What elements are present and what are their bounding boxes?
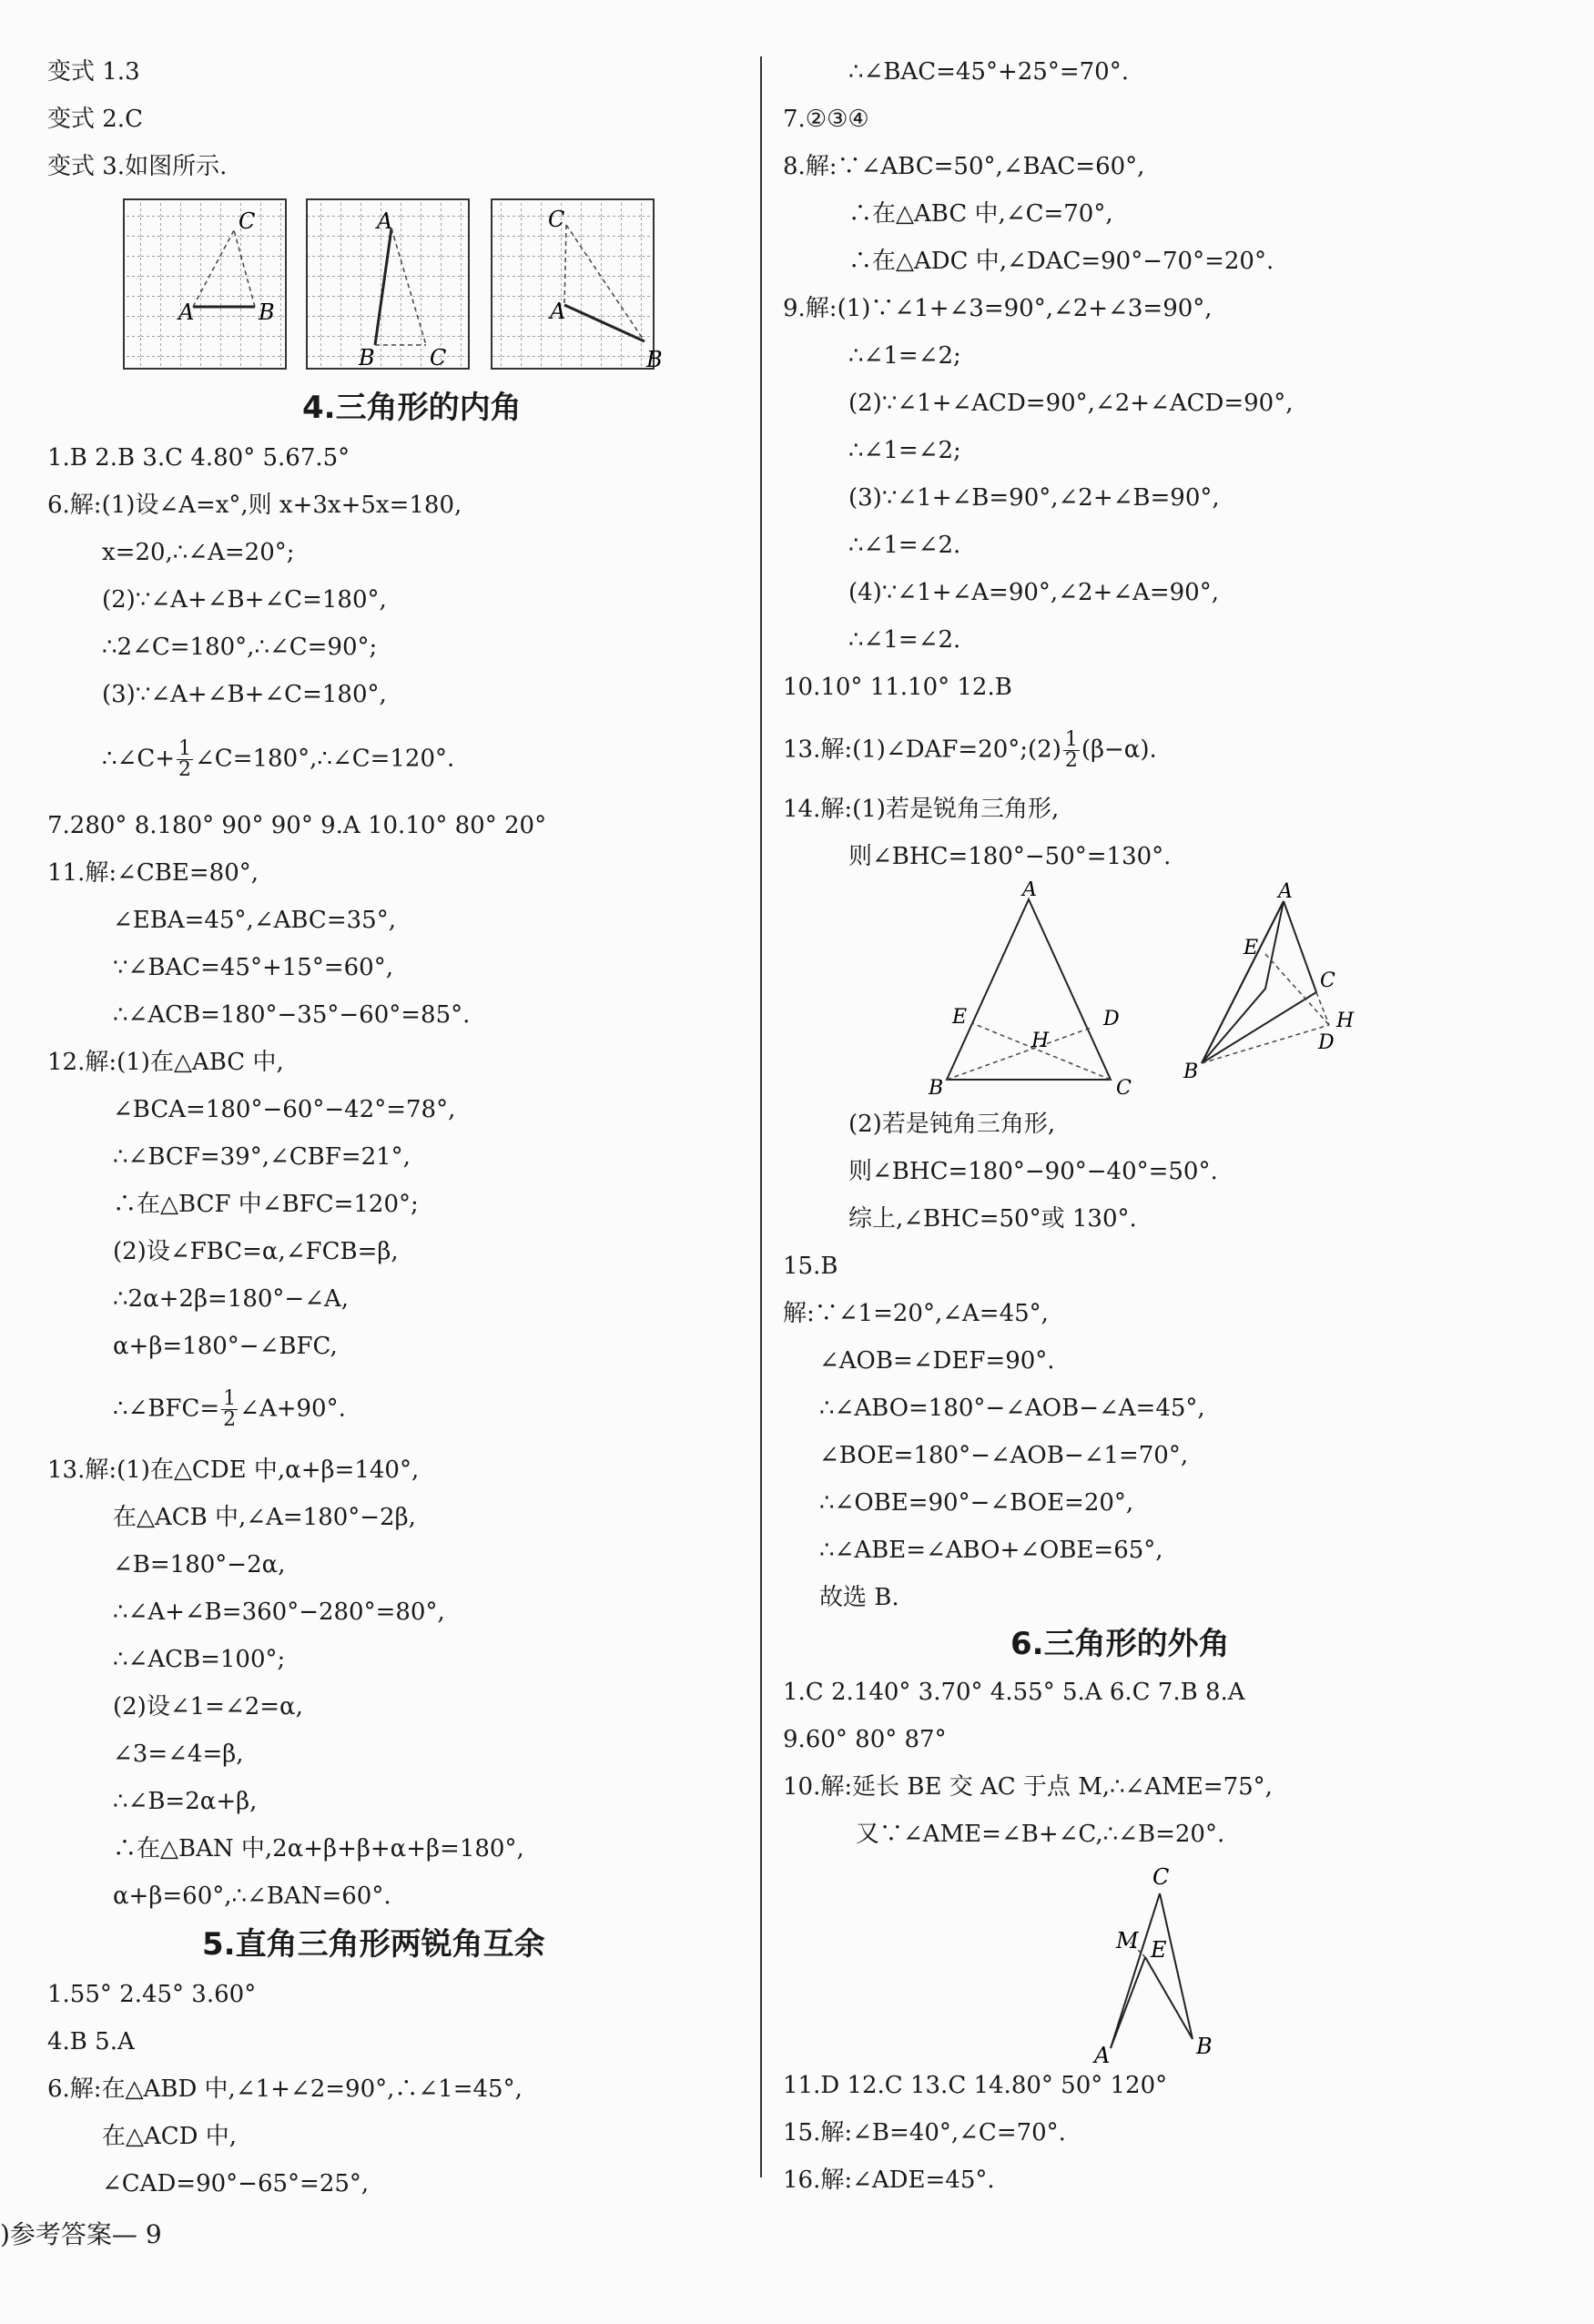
- answer-line: (2)设∠FBC=α,∠FCB=β,: [113, 1238, 399, 1265]
- grid3-label-c: C: [548, 207, 565, 232]
- answer-line: 则∠BHC=180°−90°−40°=50°.: [848, 1158, 1218, 1185]
- svg-text:A: A: [1022, 881, 1037, 901]
- page-footer: )参考答案— 9: [0, 2219, 162, 2249]
- svg-text:H: H: [1031, 1030, 1050, 1052]
- answer-line: ∴∠B=2α+β,: [113, 1788, 258, 1815]
- answer-line: (4)∵∠1+∠A=90°,∠2+∠A=90°,: [848, 579, 1219, 606]
- answer-line: ∵∠BAC=45°+15°=60°,: [113, 954, 393, 981]
- grid-figure-3: [492, 199, 663, 372]
- svg-text:A: A: [1094, 2043, 1111, 2066]
- answer-line: ∴∠ACB=100°;: [113, 1646, 286, 1673]
- answer-line: ∴∠1=∠2;: [848, 437, 961, 464]
- answer-line: α+β=180°−∠BFC,: [113, 1333, 338, 1360]
- answer-line: (2)∵∠1+∠ACD=90°,∠2+∠ACD=90°,: [848, 390, 1294, 417]
- answer-line: ∠3=∠4=β,: [113, 1740, 244, 1768]
- answer-line: ∴在△BAN 中,2α+β+β+α+β=180°,: [113, 1835, 524, 1862]
- answer-line: ∴∠OBE=90°−∠BOE=20°,: [819, 1489, 1134, 1517]
- svg-text:C: C: [1116, 1077, 1132, 1100]
- answer-line: 1.B 2.B 3.C 4.80° 5.67.5°: [47, 444, 350, 472]
- answer-line: ∴在△ADC 中,∠DAC=90°−70°=20°.: [848, 248, 1274, 275]
- svg-text:C: C: [1320, 969, 1335, 992]
- grid-figures: [120, 196, 703, 378]
- answer-line: (2)∵∠A+∠B+∠C=180°,: [102, 586, 387, 614]
- answer-line: ∠B=180°−2α,: [113, 1551, 286, 1578]
- grid1-label-b: B: [259, 299, 275, 325]
- answer-line: ∴∠ABE=∠ABO+∠OBE=65°,: [819, 1537, 1163, 1564]
- svg-text:C: C: [1152, 1864, 1170, 1890]
- svg-text:E: E: [1151, 1937, 1167, 1963]
- grid3-label-b: B: [646, 347, 663, 372]
- answer-line: 16.解:∠ADE=45°.: [783, 2167, 995, 2194]
- answer-line: 11.D 12.C 13.C 14.80° 50° 120°: [783, 2072, 1168, 2099]
- answer-line: ∴∠ACB=180°−35°−60°=85°.: [113, 1001, 471, 1029]
- grid3-label-a: A: [550, 299, 566, 324]
- answer-line: ∴∠1=∠2.: [848, 532, 961, 559]
- answer-line: 在△ACD 中,: [102, 2123, 238, 2150]
- variant-line: 变式 2.C: [47, 106, 143, 133]
- grid1-label-c: C: [239, 208, 256, 234]
- svg-text:B: B: [929, 1077, 944, 1100]
- answer-line: 9.解:(1)∵∠1+∠3=90°,∠2+∠3=90°,: [783, 295, 1213, 322]
- section-title-4: 4.三角形的内角: [302, 390, 522, 426]
- svg-text:E: E: [952, 1006, 968, 1029]
- answer-line: α+β=60°,∴∠BAN=60°.: [113, 1883, 391, 1910]
- answer-line: 1.C 2.140° 3.70° 4.55° 5.A 6.C 7.B 8.A: [783, 1679, 1245, 1706]
- answer-line: ∠BOE=180°−∠AOB−∠1=70°,: [819, 1442, 1189, 1469]
- answer-line: (2)设∠1=∠2=α,: [113, 1693, 303, 1720]
- answer-line: 6.解:在△ABD 中,∠1+∠2=90°,∴∠1=45°,: [47, 2075, 523, 2103]
- answer-line: 11.解:∠CBE=80°,: [47, 859, 259, 887]
- answer-line: ∴在△BCF 中∠BFC=120°;: [113, 1191, 419, 1218]
- column-divider: [760, 56, 762, 2177]
- answer-line: ∴∠1=∠2;: [848, 342, 961, 370]
- svg-text:B: B: [1183, 1061, 1199, 1083]
- answer-line: 12.解:(1)在△ABC 中,: [47, 1049, 284, 1076]
- svg-text:E: E: [1244, 937, 1259, 959]
- svg-text:D: D: [1318, 1031, 1335, 1054]
- variant-line: 变式 1.3: [47, 58, 140, 86]
- answer-line: 在△ACB 中,∠A=180°−2β,: [113, 1504, 416, 1531]
- answer-line: ∴∠BCF=39°,∠CBF=21°,: [113, 1143, 411, 1171]
- answer-line: 13.解:(1)在△CDE 中,α+β=140°,: [47, 1456, 420, 1484]
- obtuse-triangle: [1183, 881, 1355, 1083]
- answer-line: ∴∠A+∠B=360°−280°=80°,: [113, 1598, 445, 1626]
- answer-line: ∴在△ABC 中,∠C=70°,: [848, 200, 1113, 228]
- section-title-6: 6.三角形的外角: [1010, 1626, 1230, 1662]
- fraction: $\frac{1}{2}$: [223, 1387, 237, 1431]
- answer-line: (3)∵∠1+∠B=90°,∠2+∠B=90°,: [848, 484, 1220, 512]
- acute-triangle: [928, 881, 1132, 1100]
- grid2-label-c: C: [430, 345, 447, 370]
- answer-line: ∠AOB=∠DEF=90°.: [819, 1347, 1055, 1375]
- answer-line: 综上,∠BHC=50°或 130°.: [848, 1205, 1137, 1233]
- answer-line: ∴∠BAC=45°+25°=70°.: [848, 58, 1129, 86]
- exterior-angle-diagram: [1029, 1857, 1265, 2066]
- answer-line: 6.解:(1)设∠A=x°,则 x+3x+5x=180,: [47, 492, 462, 519]
- answer-line: ∴∠1=∠2.: [848, 626, 961, 654]
- section-title-5: 5.直角三角形两锐角互余: [202, 1926, 545, 1963]
- answer-line: 4.B 5.A: [47, 2028, 135, 2055]
- answer-line: (2)若是钝角三角形,: [848, 1111, 1056, 1138]
- svg-text:A: A: [1278, 881, 1293, 903]
- answer-line-fraction: ∴∠BFC= $\frac{1}{2}$ ∠A+90°.: [113, 1387, 346, 1431]
- grid2-label-b: B: [359, 345, 375, 370]
- svg-text:M: M: [1116, 1928, 1139, 1954]
- answer-line: 1.55° 2.45° 3.60°: [47, 1981, 257, 2008]
- answer-line-fraction: ∴∠C+ $\frac{1}{2}$ ∠C=180°,∴∠C=120°.: [102, 737, 455, 781]
- answer-line: ∴2∠C=180°,∴∠C=90°;: [102, 634, 378, 661]
- answer-line: 7.280° 8.180° 90° 90° 9.A 10.10° 80° 20°: [47, 812, 547, 839]
- answer-line: 10.解:延长 BE 交 AC 于点 M,∴∠AME=75°,: [783, 1773, 1273, 1801]
- answer-line: 15.B: [783, 1253, 838, 1280]
- fraction: $\frac{1}{2}$: [1064, 728, 1078, 772]
- answer-line: 14.解:(1)若是锐角三角形,: [783, 796, 1060, 823]
- answer-line-fraction: 13.解:(1)∠DAF=20°;(2) $\frac{1}{2}$ (β−α).: [783, 728, 1157, 772]
- svg-text:B: B: [1196, 2034, 1213, 2059]
- answer-line: 8.解:∵∠ABC=50°,∠BAC=60°,: [783, 153, 1145, 180]
- answer-line: (3)∵∠A+∠B+∠C=180°,: [102, 681, 387, 708]
- answer-line: ∠BCA=180°−60°−42°=78°,: [113, 1096, 456, 1123]
- grid2-label-a: A: [377, 208, 393, 234]
- answer-line: x=20,∴∠A=20°;: [102, 539, 295, 566]
- fraction: $\frac{1}{2}$: [178, 737, 192, 781]
- answer-line: 则∠BHC=180°−50°=130°.: [848, 843, 1172, 870]
- answer-line: 9.60° 80° 87°: [783, 1726, 947, 1753]
- answer-line: 10.10° 11.10° 12.B: [783, 674, 1012, 701]
- grid-figure-2: [307, 199, 469, 370]
- answer-line: 15.解:∠B=40°,∠C=70°.: [783, 2119, 1066, 2146]
- answer-line: ∴∠ABO=180°−∠AOB−∠A=45°,: [819, 1395, 1205, 1422]
- answer-line: ∠EBA=45°,∠ABC=35°,: [113, 907, 396, 934]
- answer-line: 解:∵∠1=20°,∠A=45°,: [783, 1300, 1049, 1327]
- answer-line: 故选 B.: [819, 1584, 899, 1611]
- svg-text:D: D: [1103, 1008, 1120, 1030]
- answer-line: ∴2α+2β=180°−∠A,: [113, 1285, 350, 1313]
- answer-line: ∠CAD=90°−65°=25°,: [102, 2170, 370, 2197]
- answer-line: 7.②③④: [783, 106, 869, 133]
- answer-line: 又∵∠AME=∠B+∠C,∴∠B=20°.: [856, 1821, 1225, 1848]
- grid1-label-a: A: [178, 299, 195, 325]
- svg-text:H: H: [1336, 1010, 1355, 1032]
- triangle-diagrams: [901, 881, 1502, 1100]
- grid-figure-1: [124, 199, 286, 369]
- variant-line: 变式 3.如图所示.: [47, 153, 228, 180]
